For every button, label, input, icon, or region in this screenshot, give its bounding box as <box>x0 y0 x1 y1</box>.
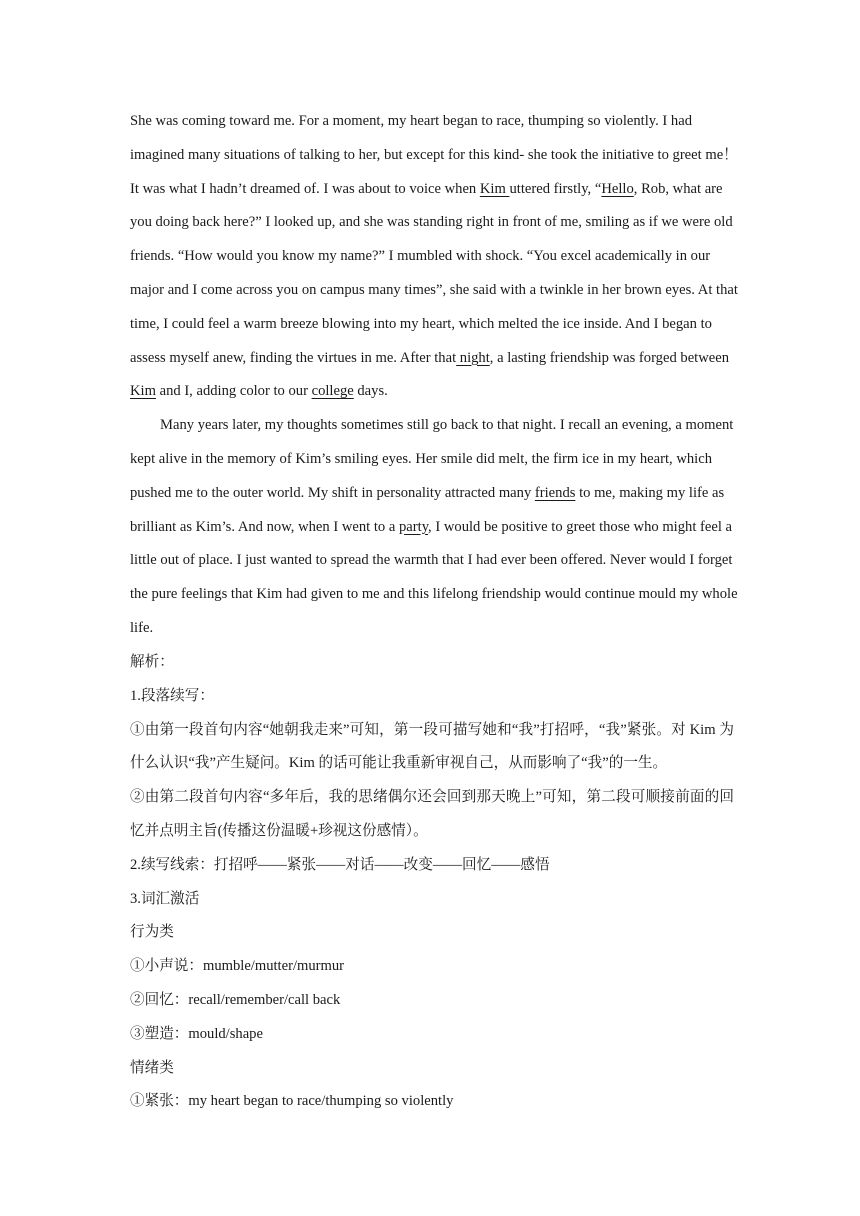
vocab-item: ①紧张：my heart began to race/thumping so violently <box>130 1093 454 1110</box>
category-behavior: 行为类 <box>130 924 174 941</box>
analysis-section <box>130 646 734 1119</box>
story-paragraph-1 <box>130 105 740 409</box>
text-run: , a lasting friendship was forged between <box>489 349 730 366</box>
section-2-clue-line: 2.续写线索：打招呼——紧张——对话——改变——回忆——感悟 <box>130 856 550 873</box>
section-3-title: 3.词汇激活 <box>130 890 200 907</box>
section-1-item-1: ①由第一段首句内容“她朝我走来”可知，第一段可描写她和“我”打招呼，“我”紧张。对 Kim 为什么认识“我”产生疑问。Kim 的话可能让我重新审视自己，从而影响了“我”的一生。 <box>130 721 734 772</box>
vocab-item: ①小声说：mumble/mutter/murmur <box>130 958 345 975</box>
vocab-item: ②回忆：recall/remember/call back <box>130 991 341 1008</box>
text-run: , I would be positive to greet those who might feel a little out of place. I just wanted to spread the warmth that I had ever been offered. Never would I forget the pure feelings that Kim had given to me and this lifelong friendship would continue mould my whole life. <box>130 518 738 636</box>
story-continuation <box>130 105 740 646</box>
analysis-heading: 解析： <box>130 654 174 670</box>
text-run: to me, making my life as brilliant as Kim’s. And now, when I went to a <box>130 484 725 535</box>
text-run: and I, adding color to our <box>155 383 312 400</box>
text-run: days. <box>353 383 388 400</box>
underlined-word: party <box>399 518 429 535</box>
underlined-word: friends <box>534 484 576 501</box>
section-1-item-2: ②由第二段首句内容“多年后，我的思绪偶尔还会回到那天晚上”可知，第二段可顺接前面的回忆并点明主旨(传播这份温暖+珍视这份感情）。 <box>130 789 734 839</box>
underlined-word: Kim <box>130 383 156 400</box>
category-emotion: 情绪类 <box>130 1059 174 1076</box>
text-run: She was coming toward me. For a moment, my heart began to race, thumping so violently. I had imagined many situations of talking to her, but except for this kind- she took the initiative to greet me！ It was what I hadn’t dreamed of. I was about to voice when <box>130 113 738 197</box>
text-run: Many years later, my thoughts sometimes still go back to that night. I recall an evening, a moment kept alive in the memory of Kim’s smiling eyes. Her smile did melt, the firm ice in my heart, which pushed me to the outer world. My shift in personality attracted many <box>130 417 734 501</box>
story-paragraph-2 <box>130 409 740 646</box>
underlined-word: night <box>456 349 490 366</box>
text-run: uttered firstly, “ <box>509 180 602 197</box>
vocab-item: ③塑造：mould/shape <box>130 1025 263 1042</box>
underlined-word: college <box>311 383 354 400</box>
text-run: , Rob, what are you doing back here?” I looked up, and she was standing right in front of me, smiling as if we were old friends. “How would you know my name?” I mumbled with shock. “You excel academically in our major and I come across you on campus many times”, she said with a twinkle in her brown eyes. At that time, I could feel a warm breeze blowing into my heart, which melted the ice inside. And I began to assess myself anew, finding the virtues in me. After that <box>130 180 738 366</box>
underlined-word: Kim <box>479 180 510 197</box>
section-1-title: 1.段落续写： <box>130 687 214 704</box>
underlined-word: Hello <box>601 180 634 197</box>
